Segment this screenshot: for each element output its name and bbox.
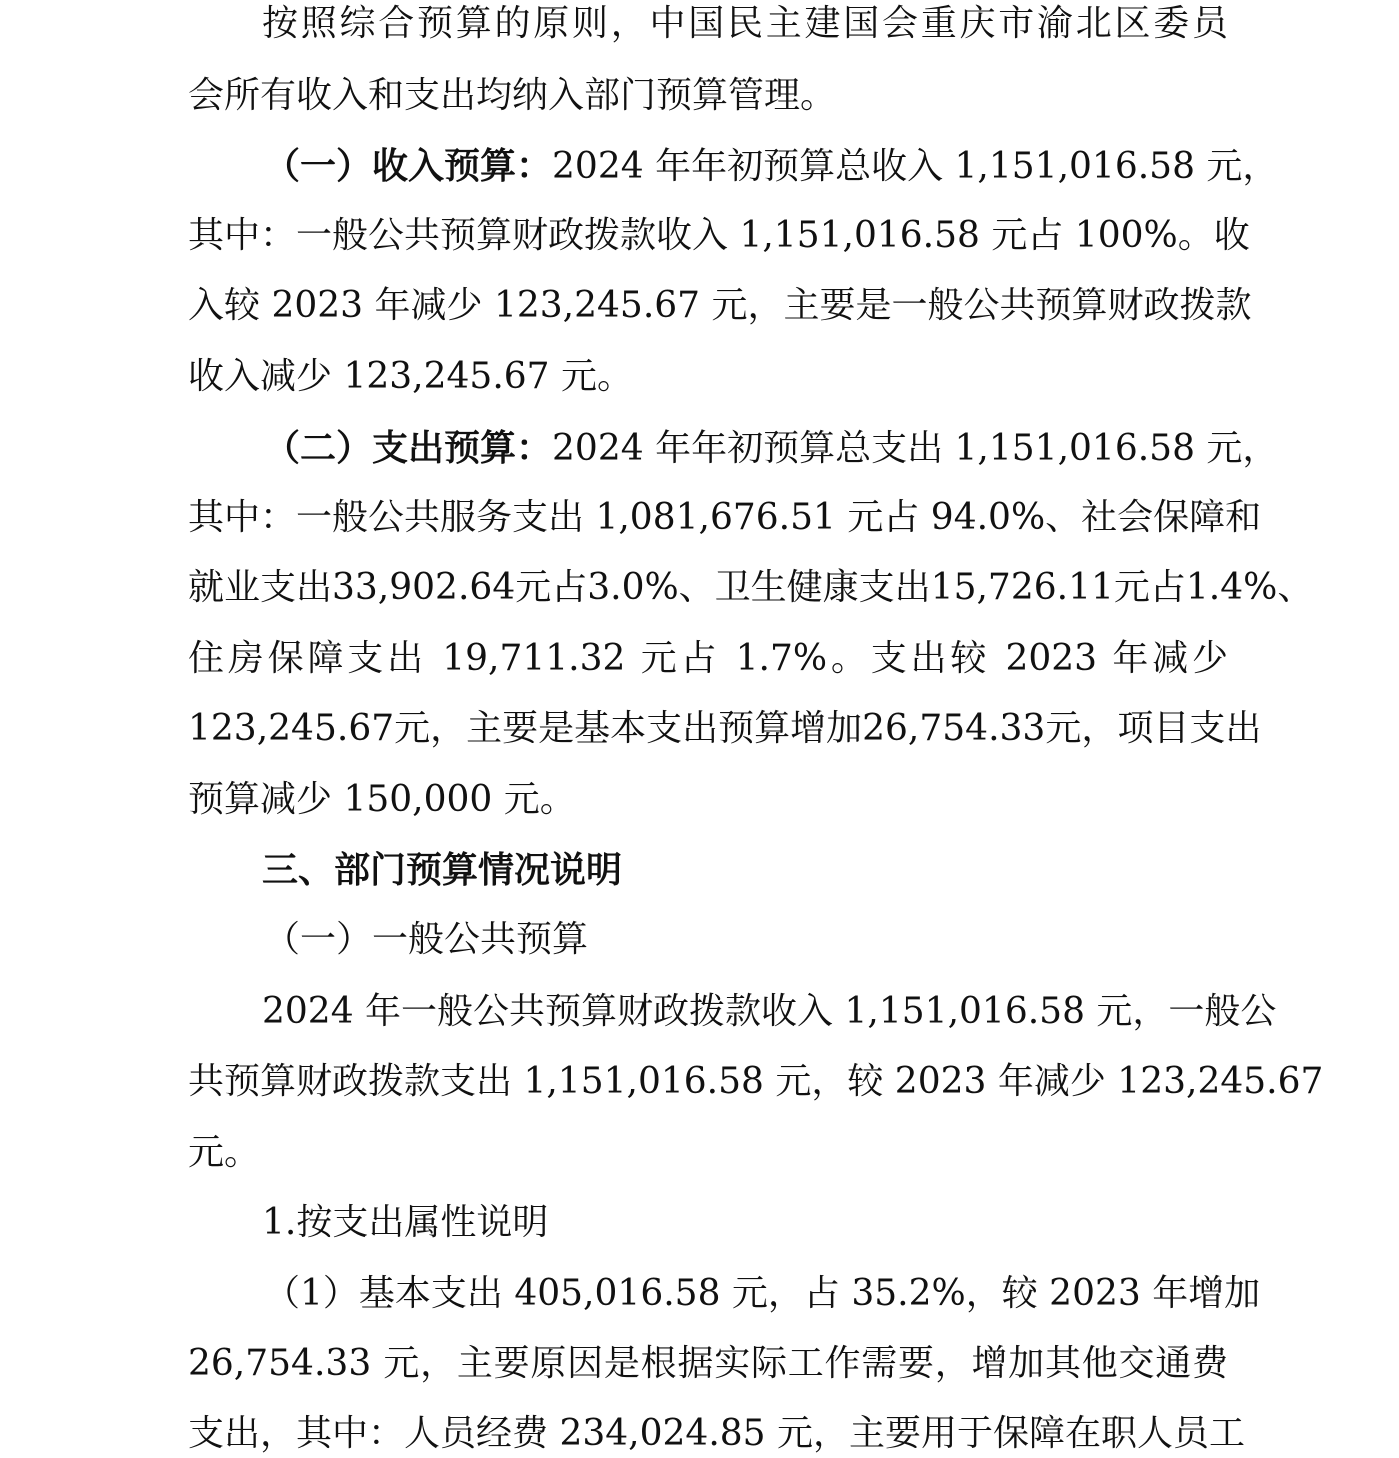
paragraph-line: 按照综合预算的原则，中国民主建国会重庆市渝北区委员: [262, 3, 1228, 44]
expenditure-budget-line: [264, 426, 1279, 471]
income-budget-text: 2024 年年初预算总收入 1,151,016.58 元，: [552, 146, 1279, 187]
income-budget-heading: （一）收入预算：: [264, 145, 553, 187]
paragraph-line: 26,754.33 元，主要原因是根据实际工作需要，增加其他交通费: [188, 1343, 1228, 1384]
paragraph-line: 会所有收入和支出均纳入部门预算管理。: [188, 75, 837, 116]
expenditure-budget-heading: （二）支出预算：: [264, 427, 553, 469]
paragraph-line: 2024 年一般公共预算财政拨款收入 1,151,016.58 元，一般公: [262, 991, 1277, 1032]
paragraph-line: 预算减少 150,000 元。: [188, 779, 576, 820]
paragraph-line: 收入减少 123,245.67 元。: [188, 356, 634, 397]
paragraph-line: 支出，其中：人员经费 234,024.85 元，主要用于保障在职人员工: [188, 1413, 1246, 1454]
paragraph-line: 123,245.67元，主要是基本支出预算增加26,754.33元，项目支出: [188, 708, 1262, 749]
income-budget-line: [264, 144, 1279, 189]
paragraph-line: 其中：一般公共服务支出 1,081,676.51 元占 94.0%、社会保障和: [188, 497, 1262, 538]
paragraph-line: 就业支出33,902.64元占3.0%、卫生健康支出15,726.11元占1.4%、: [188, 567, 1314, 608]
paragraph-line: 住房保障支出 19,711.32 元占 1.7%。支出较 2023 年减少: [188, 638, 1228, 679]
paragraph-line: 其中：一般公共预算财政拨款收入 1,151,016.58 元占 100%。收: [188, 215, 1250, 256]
paragraph-line: 入较 2023 年减少 123,245.67 元，主要是一般公共预算财政拨款: [188, 285, 1252, 326]
subsection-heading: （一）一般公共预算: [264, 919, 589, 960]
paragraph-line: 共预算财政拨款支出 1,151,016.58 元，较 2023 年减少 123,245.67: [188, 1061, 1324, 1102]
section-heading: 三、部门预算情况说明: [262, 849, 623, 891]
paragraph-line: （1）基本支出 405,016.58 元，占 35.2%，较 2023 年增加: [264, 1273, 1261, 1314]
expenditure-budget-text: 2024 年年初预算总支出 1,151,016.58 元，: [552, 428, 1279, 469]
paragraph-line: 元。: [188, 1132, 261, 1173]
item-heading: 1.按支出属性说明: [262, 1202, 549, 1243]
